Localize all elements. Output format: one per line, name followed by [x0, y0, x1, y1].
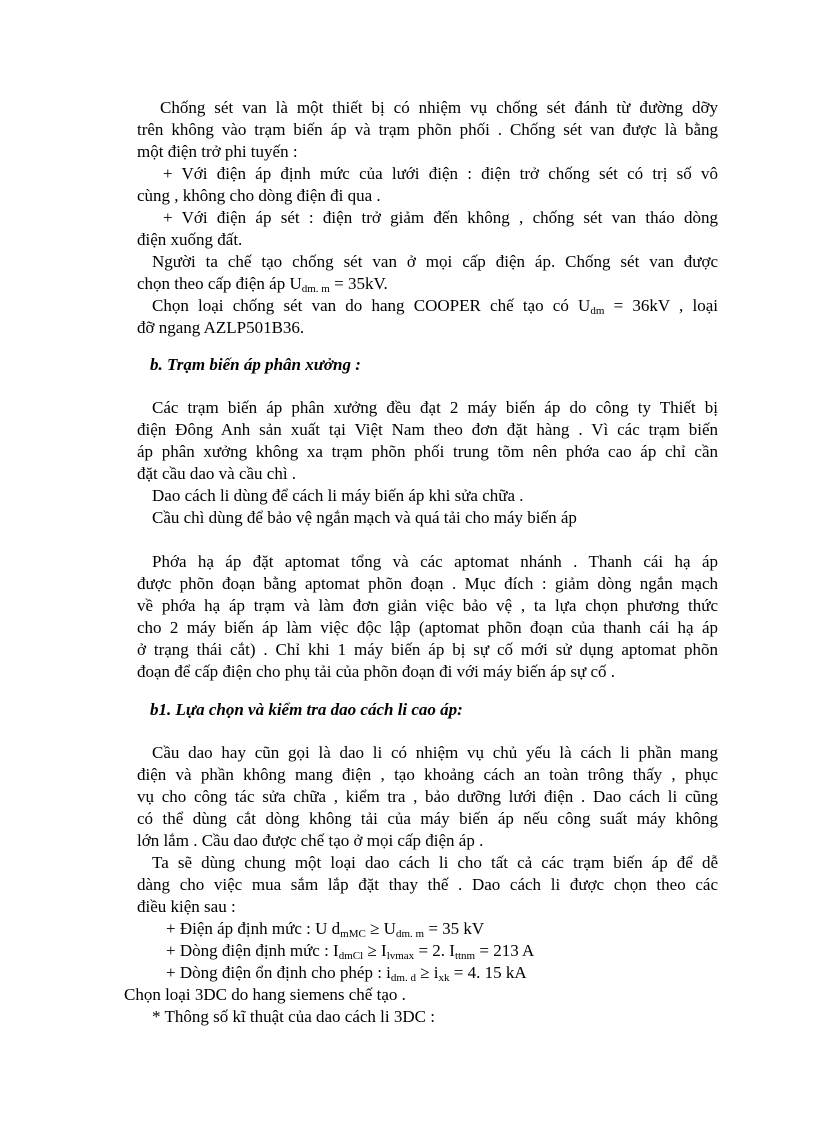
text-line: có thể dùng cắt dòng không tải của máy biến áp nếu công suất máy không — [137, 809, 718, 828]
text-line: * Thông số kĩ thuật của dao cách li 3DC : — [152, 1007, 435, 1026]
text-line: áp phân xưởng không xa trạm phõn phối trung tõm nên phớa cao áp chỉ cần — [137, 442, 718, 461]
text-run: ≥ I — [363, 941, 387, 960]
text-line — [137, 273, 388, 295]
text-run: Chọn loại chống sét van do hang COOPER chế tạo có U — [152, 296, 591, 315]
subscript: dm. m — [301, 283, 330, 295]
text-line: cùng , không cho dòng điện đi qua . — [137, 186, 381, 205]
subscript: dm — [590, 305, 605, 317]
text-line: Chọn loại 3DC do hang siemens chế tạo . — [124, 985, 406, 1004]
text-run: = 213 A — [475, 941, 535, 960]
text-line: Cầu dao hay cũn gọi là dao li có nhiệm vụ chủ yếu là cách li phần mang — [152, 743, 718, 762]
condition-line — [166, 918, 484, 940]
text-line: đoạn để cấp điện cho phụ tải của phõn đoạn đi với máy biến áp sự cố . — [137, 662, 616, 681]
text-line: cho 2 máy biến áp làm việc độc lập (aptomat phõn đoạn của thanh cái hạ áp — [137, 618, 718, 637]
text-line: đỡ ngang AZLP501B36. — [137, 318, 305, 337]
subscript: dm. m — [395, 928, 425, 940]
text-line: đặt cầu dao và cầu chì . — [137, 464, 297, 483]
text-line: + Với điện áp định mức của lưới điện : điện trở chống sét có trị số vô — [163, 164, 718, 183]
text-line: điện Đông Anh sản xuất tại Việt Nam theo đơn đặt hàng . Vì các trạm biến — [137, 420, 718, 439]
text-run: + Điện áp định mức : U d — [166, 919, 341, 938]
subscript: lvmax — [386, 950, 415, 962]
text-run: + Dòng điện ổn định cho phép : i — [166, 963, 391, 982]
section-heading: b1. Lựa chọn và kiểm tra dao cách li cao áp: — [150, 700, 463, 719]
text-run: chọn theo cấp điện áp U — [137, 274, 302, 293]
text-line: một điện trở phi tuyến : — [137, 142, 298, 161]
text-line: Người ta chế tạo chống sét van ở mọi cấp điện áp. Chống sét van được — [152, 252, 718, 271]
text-line: Ta sẽ dùng chung một loại dao cách li cho tất cả các trạm biến áp để dễ — [152, 853, 718, 872]
text-line: dàng cho việc mua sắm lắp đặt thay thế . Dao cách li được chọn theo các — [137, 875, 718, 894]
section-heading: b. Trạm biến áp phân xưởng : — [150, 355, 361, 374]
text-line: điều kiện sau : — [137, 897, 236, 916]
condition-line — [166, 940, 534, 962]
text-line: Dao cách li dùng để cách li máy biến áp khi sửa chữa . — [152, 486, 524, 505]
text-run: = 35kV. — [329, 274, 388, 293]
subscript: ttnm — [454, 950, 476, 962]
text-line: ở trạng thái cắt) . Chỉ khi 1 máy biến áp bị sự cố mới sử dụng aptomat phõn — [137, 640, 718, 659]
subscript: dm. d — [390, 972, 416, 984]
text-run: ≥ i — [415, 963, 439, 982]
text-line: điện và phần không mang điện , tạo khoảng cách an toàn trông thấy , phục — [137, 765, 718, 784]
text-line: được phõn đoạn bằng aptomat phõn đoạn . Mục đích : giảm dòng ngắn mạch — [137, 574, 718, 593]
text-line — [152, 295, 718, 317]
text-run: = 4. 15 kA — [449, 963, 527, 982]
text-line: Các trạm biến áp phân xưởng đều đạt 2 máy biến áp do công ty Thiết bị — [152, 398, 718, 417]
text-line: điện xuống đất. — [137, 230, 243, 249]
text-run: = 35 kV — [424, 919, 485, 938]
text-line: Cầu chì dùng để bảo vệ ngắn mạch và quá tải cho máy biến áp — [152, 508, 577, 527]
text-line: Phớa hạ áp đặt aptomat tổng và các aptomat nhánh . Thanh cái hạ áp — [152, 552, 718, 571]
text-run: = 2. I — [414, 941, 455, 960]
subscript: dmCl — [338, 950, 364, 962]
subscript: xk — [438, 972, 450, 984]
text-line: về phớa hạ áp trạm và làm đơn giản việc bảo vệ , ta lựa chọn phương thức — [137, 596, 718, 615]
subscript: mMC — [340, 928, 366, 940]
text-line: Chống sét van là một thiết bị có nhiệm vụ chống sét đánh từ đường dỡy — [160, 98, 718, 117]
text-line: lớn lắm . Cầu dao được chế tạo ở mọi cấp điện áp . — [137, 831, 484, 850]
text-run: ≥ U — [365, 919, 396, 938]
text-run: + Dòng điện định mức : I — [166, 941, 339, 960]
text-line: trên không vào trạm biến áp và trạm phõn phối . Chống sét van được là bằng — [137, 120, 718, 139]
text-run: = 36kV , loại — [604, 296, 718, 315]
text-line: + Với điện áp sét : điện trở giảm đến không , chống sét van tháo dòng — [163, 208, 718, 227]
text-line: vụ cho công tác sửa chữa , kiểm tra , bảo dưỡng lưới điện . Dao cách li cũng — [137, 787, 718, 806]
condition-line — [166, 962, 527, 984]
